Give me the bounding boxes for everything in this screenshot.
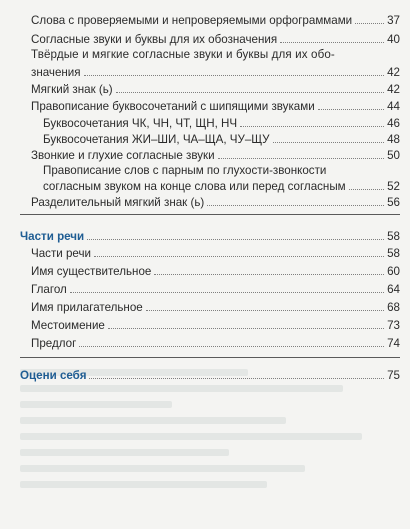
toc-entry-page: 37 bbox=[387, 14, 400, 27]
toc-entry-page: 52 bbox=[387, 180, 400, 193]
dot-leader bbox=[108, 328, 384, 329]
toc-entry-page: 56 bbox=[387, 196, 400, 209]
toc-entry[interactable] bbox=[31, 283, 400, 296]
toc-section-heading[interactable] bbox=[20, 230, 400, 243]
toc-entry-title: Правописание буквосочетаний с шипящими звуками bbox=[31, 100, 315, 113]
dot-leader bbox=[87, 239, 384, 240]
toc-entry-title: Имя прилагательное bbox=[31, 301, 143, 314]
dot-leader bbox=[218, 158, 384, 159]
section-page: 58 bbox=[387, 230, 400, 243]
toc-entry-title: Разделительный мягкий знак (ь) bbox=[31, 196, 205, 209]
dot-leader bbox=[240, 126, 384, 127]
toc-entry[interactable] bbox=[31, 33, 400, 46]
toc-entry[interactable] bbox=[31, 83, 400, 96]
toc-entry-title: Предлог bbox=[31, 337, 77, 350]
toc-entry-title: Глагол bbox=[31, 283, 67, 296]
toc-entry-title-line2: значения bbox=[31, 66, 81, 79]
toc-subentry[interactable] bbox=[43, 117, 400, 130]
toc-entry-title-line2: согласным звуком на конце слова или перед согласным bbox=[43, 180, 346, 193]
section-title: Оцени себя bbox=[20, 369, 87, 382]
toc-entry-page: 60 bbox=[387, 265, 400, 278]
toc-entry-title: Звонкие и глухие согласные звуки bbox=[31, 149, 215, 162]
toc-entry-page: 48 bbox=[387, 133, 400, 146]
section-page: 75 bbox=[387, 369, 400, 382]
toc-entry[interactable] bbox=[31, 337, 400, 350]
toc-entry-page: 64 bbox=[387, 283, 400, 296]
dot-leader bbox=[207, 205, 384, 206]
dot-leader bbox=[280, 42, 384, 43]
toc-entry-page: 42 bbox=[387, 83, 400, 96]
toc-entry-title: Согласные звуки и буквы для их обозначения bbox=[31, 33, 278, 46]
toc-entry[interactable] bbox=[31, 301, 400, 314]
toc-entry-title: Местоимение bbox=[31, 319, 105, 332]
toc-entry-title: Мягкий знак (ь) bbox=[31, 83, 113, 96]
toc-entry[interactable] bbox=[31, 149, 400, 162]
section-divider bbox=[20, 214, 400, 215]
toc-entry-page: 73 bbox=[387, 319, 400, 332]
toc-subentry[interactable] bbox=[43, 133, 400, 146]
toc-entry[interactable] bbox=[31, 247, 400, 260]
toc-entry-page: 40 bbox=[387, 33, 400, 46]
toc-entry-title: Части речи bbox=[31, 247, 92, 260]
toc-entry[interactable] bbox=[31, 196, 400, 209]
toc-entry-page: 68 bbox=[387, 301, 400, 314]
dot-leader bbox=[116, 92, 384, 93]
toc-entry-page: 42 bbox=[387, 66, 400, 79]
dot-leader bbox=[154, 274, 384, 275]
section-title: Части речи bbox=[20, 230, 85, 243]
dot-leader bbox=[349, 189, 384, 190]
toc-entry-page: 58 bbox=[387, 247, 400, 260]
dot-leader bbox=[94, 256, 384, 257]
toc-entry-title: Имя существительное bbox=[31, 265, 152, 278]
toc-entry[interactable] bbox=[31, 66, 400, 79]
dot-leader bbox=[89, 378, 384, 379]
dot-leader bbox=[79, 346, 384, 347]
toc-entry-page: 44 bbox=[387, 100, 400, 113]
dot-leader bbox=[146, 310, 384, 311]
toc-entry-title: Слова с проверяемыми и непроверяемыми орфограммами bbox=[31, 14, 353, 27]
toc-entry-page: 74 bbox=[387, 337, 400, 350]
toc-entry-title-line1[interactable]: Твёрдые и мягкие согласные звуки и буквы для их обо- bbox=[31, 48, 335, 61]
toc-entry[interactable] bbox=[31, 100, 400, 113]
toc-entry[interactable] bbox=[31, 265, 400, 278]
toc-entry-title: Буквосочетания ЖИ–ШИ, ЧА–ЩА, ЧУ–ЩУ bbox=[43, 133, 270, 146]
toc-entry[interactable] bbox=[31, 319, 400, 332]
toc-entry-title-line1[interactable]: Правописание слов с парным по глухости-звонкости bbox=[43, 164, 327, 177]
toc-entry-page: 46 bbox=[387, 117, 400, 130]
toc-entry[interactable] bbox=[31, 14, 400, 27]
toc-entry-page: 50 bbox=[387, 149, 400, 162]
dot-leader bbox=[273, 142, 385, 143]
dot-leader bbox=[84, 75, 385, 76]
dot-leader bbox=[70, 292, 384, 293]
section-divider bbox=[20, 357, 400, 358]
toc-entry-title: Буквосочетания ЧК, ЧН, ЧТ, ЩН, НЧ bbox=[43, 117, 238, 130]
toc-section-heading[interactable] bbox=[20, 369, 400, 382]
dot-leader bbox=[355, 23, 384, 24]
back-page-bleed bbox=[20, 360, 400, 520]
dot-leader bbox=[318, 109, 384, 110]
toc-subentry[interactable] bbox=[43, 180, 400, 193]
